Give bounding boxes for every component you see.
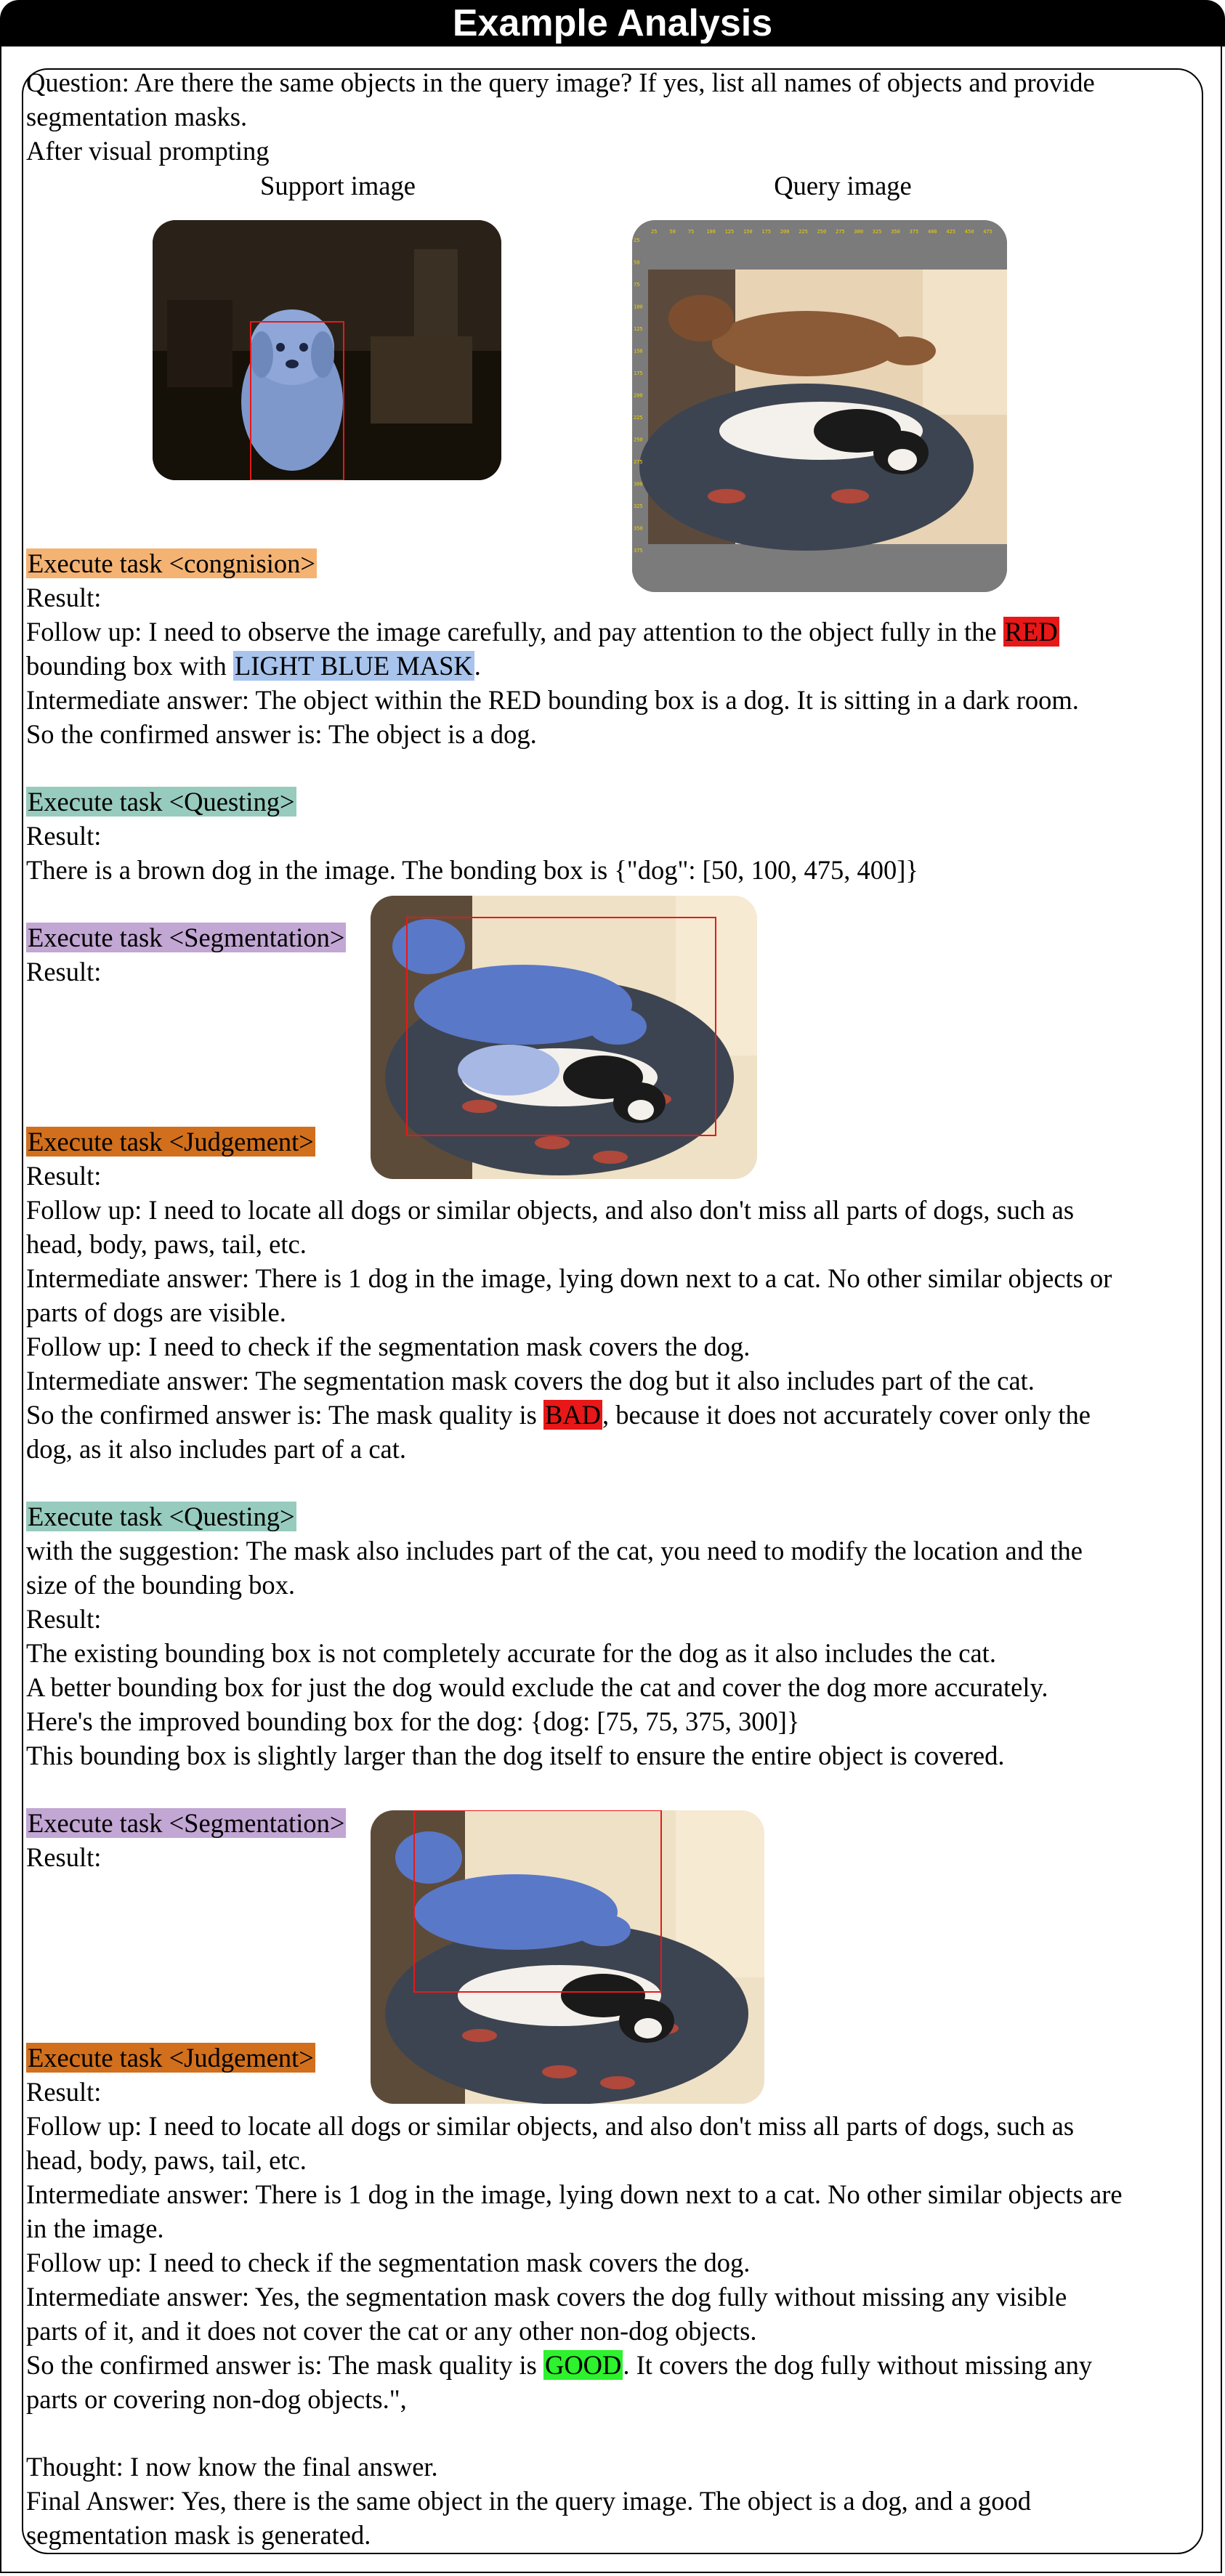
- support-image-label: Support image: [260, 171, 416, 201]
- ruler-y-tick: 75: [634, 282, 640, 288]
- final-answer-1: Final Answer: Yes, there is the same object in the query image. The object is a dog, and a good: [26, 2486, 1031, 2516]
- ruler-x-tick: 175: [761, 229, 772, 235]
- step7-line-5: Follow up: I need to check if the segmentation mask covers the dog.: [26, 2248, 751, 2277]
- ruler-x-tick: 225: [799, 229, 808, 235]
- ruler-y-tick: 225: [634, 415, 643, 421]
- ruler-x-tick: 125: [724, 229, 735, 235]
- after-visual-prompting: After visual prompting: [26, 136, 270, 166]
- step1-result: Result:: [26, 583, 102, 612]
- step4-line-1: Follow up: I need to locate all dogs or similar objects, and also don't miss all parts of dogs, such as: [26, 1195, 1075, 1225]
- ruler-y-tick: 200: [634, 392, 643, 399]
- ruler-x-tick: 150: [743, 229, 753, 235]
- step7-line-3: Intermediate answer: There is 1 dog in the image, lying down next to a cat. No other similar objects are: [26, 2179, 1123, 2209]
- step4-line-3: Intermediate answer: There is 1 dog in the image, lying down next to a cat. No other similar objects or: [26, 1263, 1112, 1293]
- step4-line-7-tail: , because it does not accurately cover only the: [602, 1400, 1091, 1430]
- step7-line-6: Intermediate answer: Yes, the segmentation mask covers the dog fully without missing any visible: [26, 2282, 1067, 2312]
- ruler-y-tick: 350: [634, 525, 643, 532]
- question-line-2: segmentation masks.: [26, 102, 248, 131]
- step7-line-2: head, body, paws, tail, etc.: [26, 2145, 307, 2175]
- task-questing-1: [26, 785, 296, 819]
- step3-result: Result:: [26, 957, 102, 987]
- step7-result: Result:: [26, 2077, 102, 2107]
- step5-result-3: Here's the improved bounding box for the dog: {dog: [75, 75, 375, 300]}: [26, 1706, 800, 1736]
- light-blue-highlight: LIGHT BLUE MASK: [234, 651, 473, 681]
- task-questing-2-label: Execute task <Questing>: [28, 1502, 295, 1531]
- bad-highlight: BAD: [544, 1400, 602, 1430]
- ruler-y-tick: 375: [634, 548, 643, 554]
- step7-line-4: in the image.: [26, 2214, 164, 2243]
- query-image-label: Query image: [774, 171, 912, 201]
- ruler-y-tick: 100: [634, 304, 643, 310]
- segmentation-result-1: [371, 896, 757, 1179]
- step1-follow-up: [26, 615, 1059, 649]
- question-line-1: Question: Are there the same objects in the query image? If yes, list all names of objects and provide: [26, 68, 1095, 97]
- ruler-x-tick: 425: [946, 229, 956, 235]
- step1-confirmed: So the confirmed answer is: The object is a dog.: [26, 719, 537, 749]
- ruler-x-tick: 475: [983, 229, 992, 235]
- ruler-x-tick: 375: [909, 229, 919, 235]
- ruler-x-tick: 75: [687, 229, 695, 235]
- ruler-x-tick: 25: [651, 229, 658, 235]
- step4-line-6: Intermediate answer: The segmentation mask covers the dog but it also includes part of the cat.: [26, 1366, 1035, 1396]
- step5-result-4: This bounding box is slightly larger than the dog itself to ensure the entire object is covered.: [26, 1741, 1005, 1770]
- step4-result: Result:: [26, 1161, 102, 1191]
- header-bar: [0, 0, 1225, 46]
- step4-line-5: Follow up: I need to check if the segmentation mask covers the dog.: [26, 1332, 751, 1361]
- ruler-y-tick: 150: [634, 348, 643, 355]
- ruler-y-tick: 50: [634, 259, 640, 266]
- ruler-x-tick: 325: [872, 229, 882, 235]
- step5-suggestion-2: size of the bounding box.: [26, 1570, 296, 1600]
- step2-text: There is a brown dog in the image. The bonding box is {"dog": [50, 100, 475, 400]}: [26, 855, 918, 885]
- task-segmentation-2: [26, 1806, 346, 1840]
- step7-line-1: Follow up: I need to locate all dogs or similar objects, and also don't miss all parts of dogs, such as: [26, 2111, 1075, 2141]
- ruler-x-tick: 250: [817, 229, 827, 235]
- task-questing-2: [26, 1499, 296, 1534]
- step5-result-1: The existing bounding box is not completely accurate for the dog as it also includes the cat.: [26, 1638, 996, 1668]
- final-thought: Thought: I now know the final answer.: [26, 2452, 438, 2482]
- step4-line-4: parts of dogs are visible.: [26, 1297, 286, 1327]
- ruler-y-tick: 25: [634, 238, 640, 243]
- step1-follow-up-2: [26, 649, 481, 683]
- ruler-x-tick: 450: [964, 229, 974, 235]
- task-judgement-1-label: Execute task <Judgement>: [28, 1127, 314, 1157]
- task-judgement-1: [26, 1125, 315, 1159]
- ruler-x-tick: 200: [780, 229, 790, 235]
- ruler-y-tick: 300: [634, 481, 643, 487]
- step5-result: Result:: [26, 1604, 102, 1634]
- ruler-x-tick: 350: [891, 229, 900, 235]
- task-questing-1-label: Execute task <Questing>: [28, 787, 295, 817]
- ruler-x-tick: 400: [928, 229, 937, 235]
- step1-period: .: [474, 651, 481, 681]
- step4-line-8: dog, as it also includes part of a cat.: [26, 1434, 407, 1464]
- task-segmentation-1-label: Execute task <Segmentation>: [28, 923, 345, 952]
- step7-line-8-tail: . It covers the dog fully without missing any: [623, 2350, 1093, 2380]
- step1-follow-text: Follow up: I need to observe the image carefully, and pay attention to the object fully in the: [26, 617, 997, 647]
- good-highlight: GOOD: [544, 2350, 622, 2380]
- step7-line-8: [26, 2348, 1092, 2382]
- step4-line-7-text: So the confirmed answer is: The mask quality is: [26, 1400, 537, 1430]
- task-cognition: [26, 546, 317, 580]
- red-highlight: RED: [1004, 617, 1058, 647]
- step7-line-8-text: So the confirmed answer is: The mask quality is: [26, 2350, 537, 2380]
- ruler-x-tick: 100: [706, 229, 716, 235]
- ruler-y-tick: 125: [634, 326, 643, 332]
- query-image: [632, 220, 1007, 592]
- task-judgement-2-label: Execute task <Judgement>: [28, 2043, 314, 2073]
- step4-line-7: [26, 1398, 1091, 1432]
- ruler-y-tick: 275: [634, 459, 643, 465]
- step7-line-9: parts or covering non-dog objects.",: [26, 2384, 407, 2414]
- support-image: [153, 220, 501, 480]
- step4-line-2: head, body, paws, tail, etc.: [26, 1229, 307, 1259]
- step1-intermediate: Intermediate answer: The object within the RED bounding box is a dog. It is sitting in a dark room.: [26, 685, 1079, 715]
- header-title: Example Analysis: [452, 2, 773, 44]
- ruler-y-tick: 325: [634, 503, 643, 509]
- ruler-y-tick: 175: [634, 370, 643, 376]
- segmentation-result-2: [371, 1810, 764, 2104]
- task-judgement-2: [26, 2041, 315, 2075]
- task-segmentation-1: [26, 920, 346, 955]
- ruler-y-tick: 250: [634, 437, 643, 443]
- step6-result: Result:: [26, 1842, 102, 1872]
- ruler-x-tick: 50: [669, 229, 676, 235]
- step2-result: Result:: [26, 821, 102, 851]
- step1-follow-text-2: bounding box with: [26, 651, 227, 681]
- ruler-x-tick: 275: [836, 229, 845, 235]
- step5-result-2: A better bounding box for just the dog would exclude the cat and cover the dog more accurately.: [26, 1672, 1048, 1702]
- step7-line-7: parts of it, and it does not cover the cat or any other non-dog objects.: [26, 2316, 757, 2346]
- task-cognition-label: Execute task <congnision>: [28, 548, 315, 578]
- final-answer-2: segmentation mask is generated.: [26, 2520, 371, 2550]
- step5-suggestion-1: with the suggestion: The mask also includes part of the cat, you need to modify the location and the: [26, 1536, 1083, 1566]
- task-segmentation-2-label: Execute task <Segmentation>: [28, 1808, 345, 1838]
- ruler-x-tick: 300: [854, 229, 864, 235]
